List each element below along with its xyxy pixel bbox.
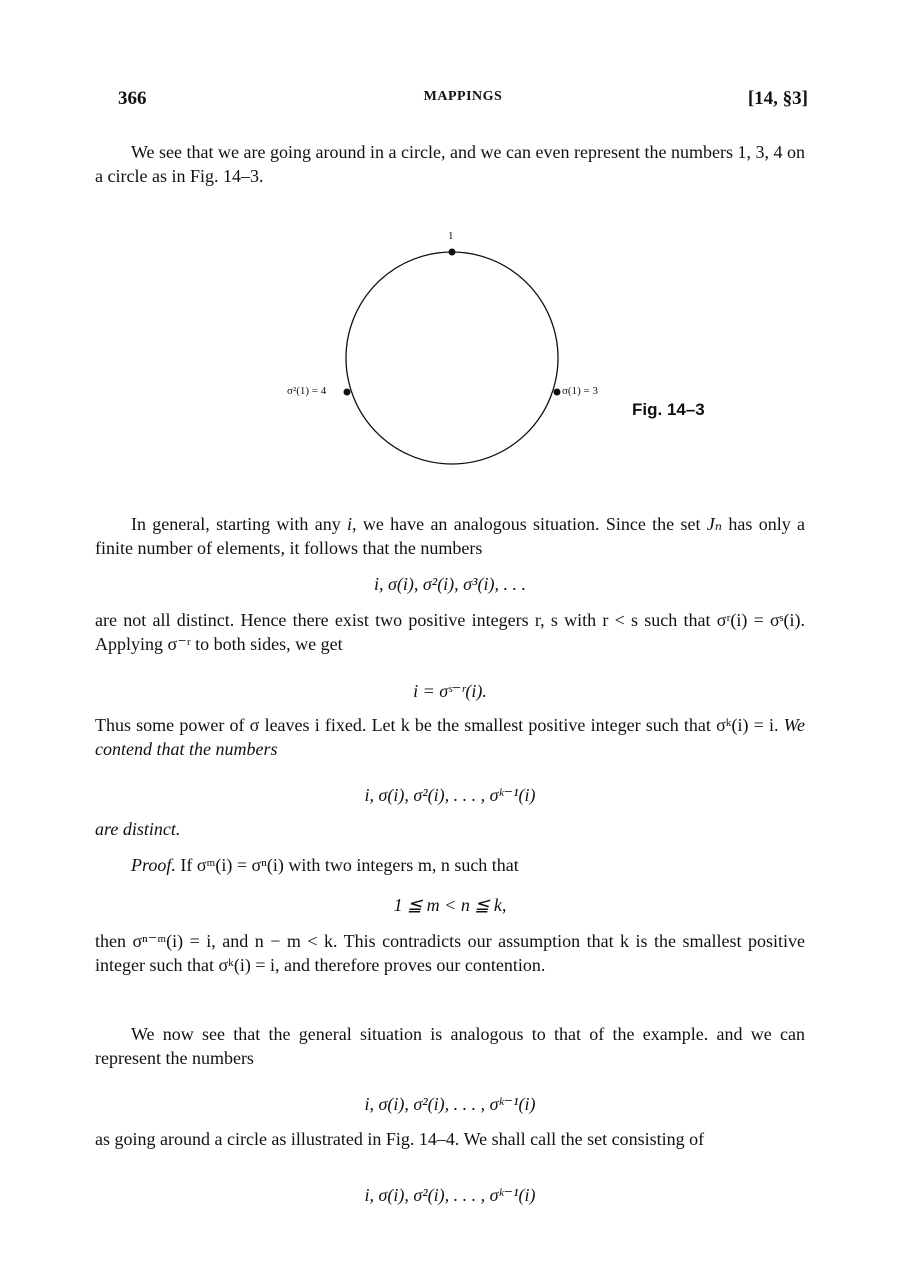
page-number: 366 xyxy=(118,88,147,109)
label-right: σ(1) = 3 xyxy=(562,385,598,397)
point-3 xyxy=(554,389,561,396)
point-4 xyxy=(344,389,351,396)
text: , we have an analogous situation. Since the set xyxy=(352,514,707,534)
point-1 xyxy=(449,249,456,256)
text: has only a finite number of elements, it follows that the numbers xyxy=(95,514,806,558)
paragraph-7: then σⁿ⁻ᵐ(i) = i, and n − m < k. This contradicts our assumption that k is the smallest positive integer such that σᵏ(i) = i, and therefore proves our contention. xyxy=(95,931,805,975)
sequence-3: i, σ(i), σ²(i), . . . , σᵏ⁻¹(i) xyxy=(364,1094,536,1114)
label-left: σ²(1) = 4 xyxy=(287,385,327,397)
paragraph-3: are not all distinct. Hence there exist two positive integers r, s with r < s such that σʳ(i) = σˢ(i). Applying σ⁻ʳ to both sides, we get xyxy=(95,610,805,654)
paragraph-2 xyxy=(95,512,805,560)
running-title: MAPPINGS xyxy=(423,89,503,104)
sequence-4: i, σ(i), σ²(i), . . . , σᵏ⁻¹(i) xyxy=(364,1185,536,1205)
paragraph-1: We see that we are going around in a circle, and we can even represent the numbers 1, 3, 4 on a circle as in Fig. 14–3. xyxy=(95,142,805,186)
paragraph-4 xyxy=(95,713,805,761)
label-top: 1 xyxy=(448,230,454,242)
paragraph-6 xyxy=(95,853,805,877)
paragraph-9: as going around a circle as illustrated in Fig. 14–4. We shall call the set consisting of xyxy=(95,1129,705,1149)
equation-1: i = σˢ⁻ʳ(i). xyxy=(413,681,487,701)
section-reference: [14, §3] xyxy=(747,88,808,109)
figure-caption: Fig. 14–3 xyxy=(632,400,705,419)
circle-diagram xyxy=(270,228,750,478)
text: If σᵐ(i) = σⁿ(i) with two integers m, n such that xyxy=(175,855,519,875)
figure-14-3 xyxy=(270,228,750,478)
italic-text: We contend that the numbers xyxy=(95,715,805,759)
text: In general, starting with any xyxy=(131,514,348,534)
text: Thus some power of σ leaves i fixed. Let k be the smallest positive integer such that σᵏ(i) = i. xyxy=(95,715,784,735)
running-header xyxy=(118,88,808,112)
sequence-2: i, σ(i), σ²(i), . . . , σᵏ⁻¹(i) xyxy=(364,785,536,805)
inequality: 1 ≦ m < n ≦ k, xyxy=(393,895,507,915)
paragraph-5: are distinct. xyxy=(95,819,181,839)
var-i: i xyxy=(347,514,353,534)
var-jn: Jₙ xyxy=(706,514,723,534)
proof-label: Proof. xyxy=(131,855,176,875)
sequence-1: i, σ(i), σ²(i), σ³(i), . . . xyxy=(374,574,526,594)
paragraph-8: We now see that the general situation is analogous to that of the example. and we can represent the numbers xyxy=(95,1024,805,1068)
circle xyxy=(346,252,558,464)
